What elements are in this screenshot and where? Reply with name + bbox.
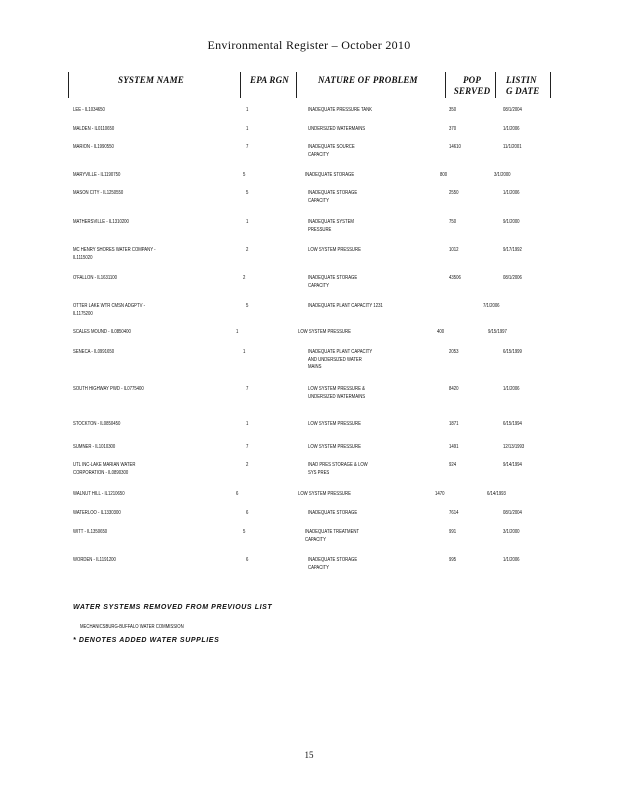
listing-date-cell: 9/14/1994 [503,462,522,468]
nature-cell: INADEQUATE SOURCE CAPACITY [308,144,355,158]
listing-date-cell: 1/1/2006 [503,557,520,563]
epa-rgn-cell: 2 [246,462,249,468]
epa-rgn-cell: 1 [246,126,249,132]
nature-cell: INADEQUATE STORAGE [305,172,355,178]
pop-served-cell: 8420 [449,386,459,392]
nature-cell: INADEQUATE TREATMENT CAPACITY [305,529,360,543]
system-name-cell: WALNUT HILL - IL1210650 [73,491,125,497]
system-name-cell: O'FALLON - IL1631100 [73,275,117,281]
epa-rgn-cell: 7 [246,144,249,150]
pop-served-cell: 400 [437,329,445,335]
listing-date-cell: 3/1/2000 [503,529,520,535]
epa-rgn-cell: 5 [246,303,249,309]
page-number: 15 [304,750,314,760]
system-name-cell: SUMNER - IL1010300 [73,444,116,450]
nature-cell: LOW SYSTEM PRESSURE [308,247,361,253]
table-left-rule [68,72,69,98]
system-name-cell: MALDEN - IL0110650 [73,126,115,132]
listing-date-cell: 08/1/2004 [503,510,522,516]
pop-served-cell: 2550 [449,190,459,196]
listing-date-cell: 1/1/2006 [503,190,520,196]
added-supplies-note: * DENOTES ADDED WATER SUPPLIES [73,637,220,644]
system-name-cell: SCALES MOUND - IL0850400 [73,329,131,335]
page-title: Environmental Register – October 2010 [207,38,411,52]
listing-date-cell: 6/14/1993 [487,491,506,497]
system-name-cell: STOCKTON - IL0850450 [73,421,121,427]
pop-served-cell: 1012 [449,247,459,253]
epa-rgn-cell: 2 [243,275,246,281]
epa-rgn-cell: 1 [236,329,239,335]
epa-rgn-cell: 6 [246,510,249,516]
pop-served-cell: 924 [449,462,457,468]
listing-date-cell: 9/1/2000 [503,219,520,225]
system-name-cell: SOUTH HIGHWAY PWD - IL0775400 [73,386,144,392]
pop-served-cell: 350 [449,107,457,113]
system-name-cell: UTL INC-LAKE MARIAN WATER CORPORATION - IL0890300 [73,462,136,476]
pop-served-cell: 1491 [449,444,459,450]
listing-date-cell: 11/1/2001 [503,144,522,150]
nature-cell: INADEQUATE SYSTEM PRESSURE [308,219,354,233]
column-rule [445,72,446,98]
pop-served-cell: 7614 [449,510,459,516]
listing-date-cell: 08/1/2004 [503,107,522,113]
system-name-cell: OTTER LAKE WTR CMSN ADGPTV - IL1175200 [73,303,146,317]
nature-cell: LOW SYSTEM PRESSURE & UNDERSIZED WATERMAINS [308,386,366,400]
nature-cell: INADEQUATE STORAGE CAPACITY [308,275,358,289]
nature-cell: LOW SYSTEM PRESSURE [298,329,351,335]
pop-served-cell: 1470 [435,491,445,497]
removed-system-item: MECHANICSBURG-BUFFALO WATER COMMISSION [80,624,184,630]
pop-served-cell: 2053 [449,349,459,355]
pop-served-cell: 750 [449,219,457,225]
system-name-cell: WATERLOO - IL1330300 [73,510,121,516]
nature-cell: LOW SYSTEM PRESSURE [298,491,351,497]
column-rule [240,72,241,98]
pop-served-cell: 370 [449,126,457,132]
pop-served-cell: 43506 [449,275,461,281]
system-name-cell: MASON CITY - IL1250550 [73,190,124,196]
nature-cell: INADEQUATE PLANT CAPACITY AND UNDERSIZED WATER MAINS [308,349,373,370]
epa-rgn-cell: 7 [246,444,249,450]
epa-rgn-cell: 1 [243,349,246,355]
nature-cell: LOW SYSTEM PRESSURE [308,444,361,450]
nature-cell: INADEQUATE PRESSURE TANK [308,107,373,113]
system-name-cell: MC HENRY SHORES WATER COMPANY - IL1115020 [73,247,156,261]
nature-cell: INADEQUATE PLANT CAPACITY 1231 [308,303,383,309]
table-right-rule [550,72,551,98]
nature-cell: LOW SYSTEM PRESSURE [308,421,361,427]
epa-rgn-cell: 5 [246,190,249,196]
listing-date-cell: 6/15/1994 [503,421,522,427]
nature-cell: INADEQUATE STORAGE CAPACITY [308,190,358,204]
epa-rgn-cell: 5 [243,529,246,535]
epa-rgn-cell: 1 [246,219,249,225]
listing-date-cell: 08/1/2006 [503,275,522,281]
epa-rgn-cell: 6 [246,557,249,563]
pop-served-cell: 800 [440,172,448,178]
epa-rgn-cell: 6 [236,491,239,497]
listing-date-cell: 1/1/2006 [503,386,520,392]
system-name-cell: WORDEN - IL1191200 [73,557,116,563]
epa-rgn-cell: 7 [246,386,249,392]
listing-date-cell: 6/15/1999 [503,349,522,355]
column-header-epa-rgn: EPA RGN [250,75,289,85]
system-name-cell: LEE - IL1034650 [73,107,105,113]
system-name-cell: MATHERSVILLE - IL1310200 [73,219,129,225]
nature-cell: UNDERSIZED WATERMAINS [308,126,366,132]
system-name-cell: WITT - IL1350650 [73,529,108,535]
column-header-nature-of-problem: NATURE OF PROBLEM [318,75,418,85]
column-rule [296,72,297,98]
pop-served-cell: 14610 [449,144,461,150]
system-name-cell: SENECA - IL0991650 [73,349,115,355]
epa-rgn-cell: 1 [246,421,249,427]
listing-date-cell: 1/1/2006 [503,126,520,132]
nature-cell: INADEQUATE STORAGE [308,510,358,516]
epa-rgn-cell: 2 [246,247,249,253]
listing-date-cell: 3/1/2000 [494,172,511,178]
column-header-listing-date: LISTIN G DATE [506,75,540,96]
removed-systems-heading: WATER SYSTEMS REMOVED FROM PREVIOUS LIST [73,604,273,611]
epa-rgn-cell: 1 [246,107,249,113]
listing-date-cell: 9/17/1992 [503,247,522,253]
pop-served-cell: 1871 [449,421,459,427]
system-name-cell: MARYVILLE - IL1190750 [73,172,121,178]
listing-date-cell: 9/15/1997 [488,329,507,335]
column-header-pop-served: POP SERVED [453,75,491,96]
listing-date-cell: 12/13/1993 [503,444,525,450]
nature-cell: INADEQUATE STORAGE CAPACITY [308,557,358,571]
epa-rgn-cell: 5 [243,172,246,178]
listing-date-cell: 7/1/2006 [483,303,500,309]
pop-served-cell: 991 [449,529,457,535]
system-name-cell: MARION - IL1990550 [73,144,114,150]
column-rule [495,72,496,98]
pop-served-cell: 995 [449,557,457,563]
nature-cell: INAD PRES STORAGE & LOW SYS PRES [308,462,368,476]
column-header-system-name: SYSTEM NAME [118,75,184,85]
